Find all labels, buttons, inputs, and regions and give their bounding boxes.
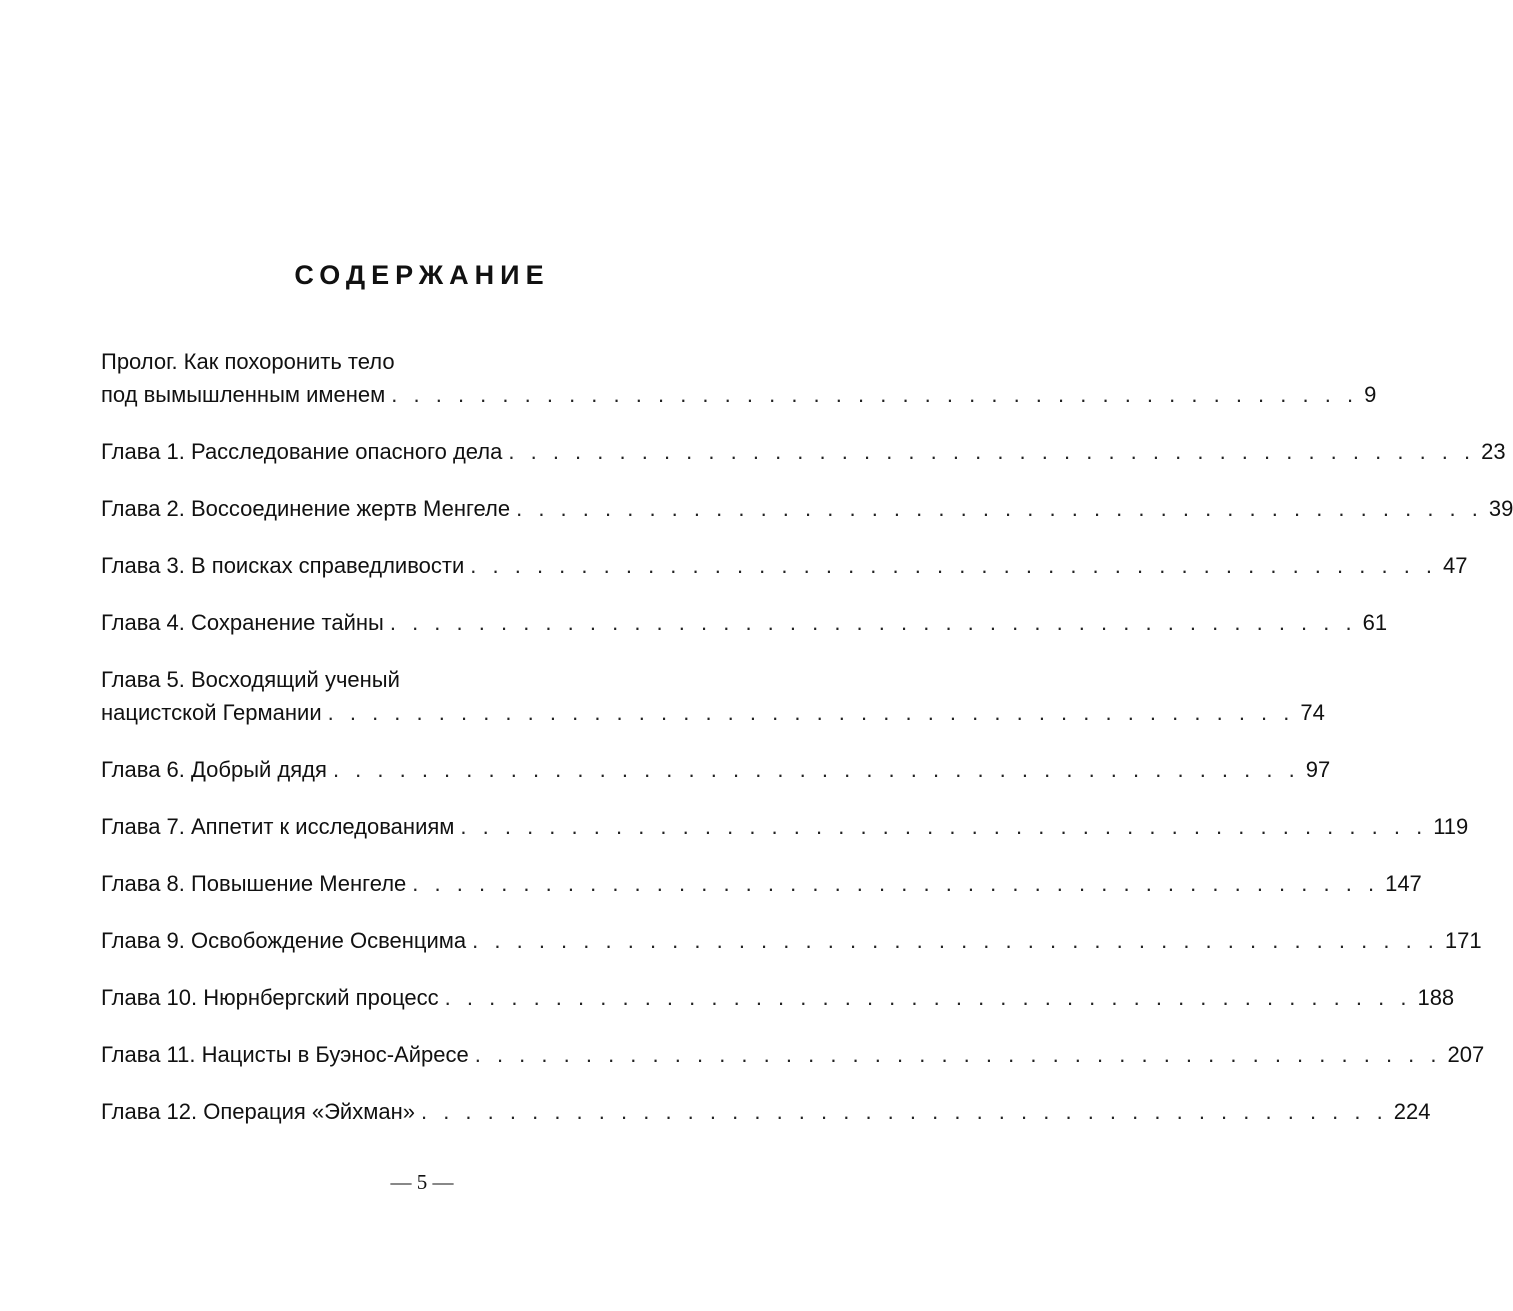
entry-title: Глава 11. Нацисты в Буэнос-Айресе bbox=[101, 1042, 469, 1067]
entry-title: нацистской Германии bbox=[101, 700, 322, 725]
entry-title: под вымышленным именем bbox=[101, 382, 386, 407]
page-number: 23 bbox=[1481, 439, 1506, 464]
toc-entry-prologue[interactable] bbox=[101, 345, 1377, 411]
toc-entry-chapter-4[interactable] bbox=[101, 606, 1388, 639]
toc-entry-chapter-1[interactable] bbox=[101, 435, 1506, 468]
entry-title: Глава 4. Сохранение тайны bbox=[101, 610, 384, 635]
toc-entry-chapter-6[interactable] bbox=[101, 753, 1331, 786]
toc-last-line bbox=[101, 606, 1388, 639]
dot-leader: . . . . . . . . . . . . . . . . . . . . . . . . . . . . . . . . . . . . . . . . . . . . bbox=[444, 985, 1412, 1010]
toc-first-line bbox=[101, 345, 679, 378]
dot-leader: . . . . . . . . . . . . . . . . . . . . . . . . . . . . . . . . . . . . . . . . . . . . bbox=[327, 700, 1295, 725]
page-number: 47 bbox=[1443, 553, 1468, 578]
dot-leader: . . . . . . . . . . . . . . . . . . . . . . . . . . . . . . . . . . . . . . . . . . . . bbox=[460, 814, 1428, 839]
entry-title-part1: Пролог. Как похоронить тело bbox=[101, 349, 395, 374]
entry-title: Глава 9. Освобождение Освенцима bbox=[101, 928, 467, 953]
dot-leader: . . . . . . . . . . . . . . . . . . . . . . . . . . . . . . . . . . . . . . . . . . . . bbox=[472, 928, 1439, 953]
toc-last-line bbox=[101, 549, 1468, 582]
toc-entry-chapter-3[interactable] bbox=[101, 549, 1468, 582]
page-number: 171 bbox=[1444, 928, 1482, 953]
table-of-contents bbox=[101, 345, 1513, 1152]
entry-title: Глава 6. Добрый дядя bbox=[101, 757, 327, 782]
toc-entry-chapter-11[interactable] bbox=[101, 1038, 1485, 1071]
entry-title: Глава 12. Операция «Эйхман» bbox=[101, 1099, 415, 1124]
toc-last-line bbox=[101, 867, 1422, 900]
dot-leader: . . . . . . . . . . . . . . . . . . . . . . . . . . . . . . . . . . . . . . . . . . . . bbox=[389, 610, 1357, 635]
dot-leader: . . . . . . . . . . . . . . . . . . . . . . . . . . . . . . . . . . . . . . . . . . . . bbox=[474, 1042, 1442, 1067]
toc-first-line bbox=[101, 663, 679, 696]
page-number: 9 bbox=[1364, 382, 1377, 407]
toc-entry-chapter-5[interactable] bbox=[101, 663, 1325, 729]
entry-title-part1: Глава 5. Восходящий ученый bbox=[101, 667, 400, 692]
entry-title: Глава 7. Аппетит к исследованиям bbox=[101, 814, 455, 839]
toc-last-line bbox=[101, 1095, 1431, 1128]
toc-last-line bbox=[101, 378, 1377, 411]
page-number: 74 bbox=[1300, 700, 1325, 725]
page-number: 188 bbox=[1417, 985, 1455, 1010]
page-number: 39 bbox=[1488, 496, 1513, 521]
toc-entry-chapter-12[interactable] bbox=[101, 1095, 1431, 1128]
entry-title: Глава 2. Воссоединение жертв Менгеле bbox=[101, 496, 511, 521]
toc-last-line bbox=[101, 492, 1513, 525]
dot-leader: . . . . . . . . . . . . . . . . . . . . . . . . . . . . . . . . . . . . . . . . . . . . bbox=[420, 1099, 1388, 1124]
page-number: 207 bbox=[1447, 1042, 1485, 1067]
entry-title: Глава 8. Повышение Менгеле bbox=[101, 871, 407, 896]
entry-title: Глава 3. В поисках справедливости bbox=[101, 553, 465, 578]
dot-leader: . . . . . . . . . . . . . . . . . . . . . . . . . . . . . . . . . . . . . . . . . . . . bbox=[470, 553, 1438, 578]
page-number: 119 bbox=[1433, 814, 1469, 839]
page-title: СОДЕРЖАНИЕ bbox=[294, 260, 550, 290]
toc-last-line bbox=[101, 981, 1455, 1014]
toc-last-line bbox=[101, 753, 1331, 786]
page-number: 224 bbox=[1393, 1099, 1431, 1124]
toc-entry-chapter-7[interactable] bbox=[101, 810, 1469, 843]
dot-leader: . . . . . . . . . . . . . . . . . . . . . . . . . . . . . . . . . . . . . . . . . . . . bbox=[412, 871, 1380, 896]
dot-leader: . . . . . . . . . . . . . . . . . . . . . . . . . . . . . . . . . . . . . . . . . . . . bbox=[391, 382, 1359, 407]
toc-entry-chapter-9[interactable] bbox=[101, 924, 1482, 957]
toc-entry-chapter-2[interactable] bbox=[101, 492, 1513, 525]
dot-leader: . . . . . . . . . . . . . . . . . . . . . . . . . . . . . . . . . . . . . . . . . . . . bbox=[508, 439, 1476, 464]
page-number: 61 bbox=[1362, 610, 1388, 635]
page-number: 147 bbox=[1385, 871, 1422, 896]
toc-last-line bbox=[101, 435, 1506, 468]
page-folio: — 5 — bbox=[390, 1170, 454, 1194]
entry-title: Глава 1. Расследование опасного дела bbox=[101, 439, 503, 464]
toc-entry-chapter-10[interactable] bbox=[101, 981, 1455, 1014]
toc-last-line bbox=[101, 1038, 1485, 1071]
page-number: 97 bbox=[1305, 757, 1331, 782]
dot-leader: . . . . . . . . . . . . . . . . . . . . . . . . . . . . . . . . . . . . . . . . . . . . bbox=[516, 496, 1483, 521]
entry-title: Глава 10. Нюрнбергский процесс bbox=[101, 985, 439, 1010]
toc-last-line bbox=[101, 810, 1469, 843]
toc-entry-chapter-8[interactable] bbox=[101, 867, 1422, 900]
dot-leader: . . . . . . . . . . . . . . . . . . . . . . . . . . . . . . . . . . . . . . . . . . . . bbox=[332, 757, 1300, 782]
toc-last-line bbox=[101, 924, 1482, 957]
toc-last-line bbox=[101, 696, 1325, 729]
